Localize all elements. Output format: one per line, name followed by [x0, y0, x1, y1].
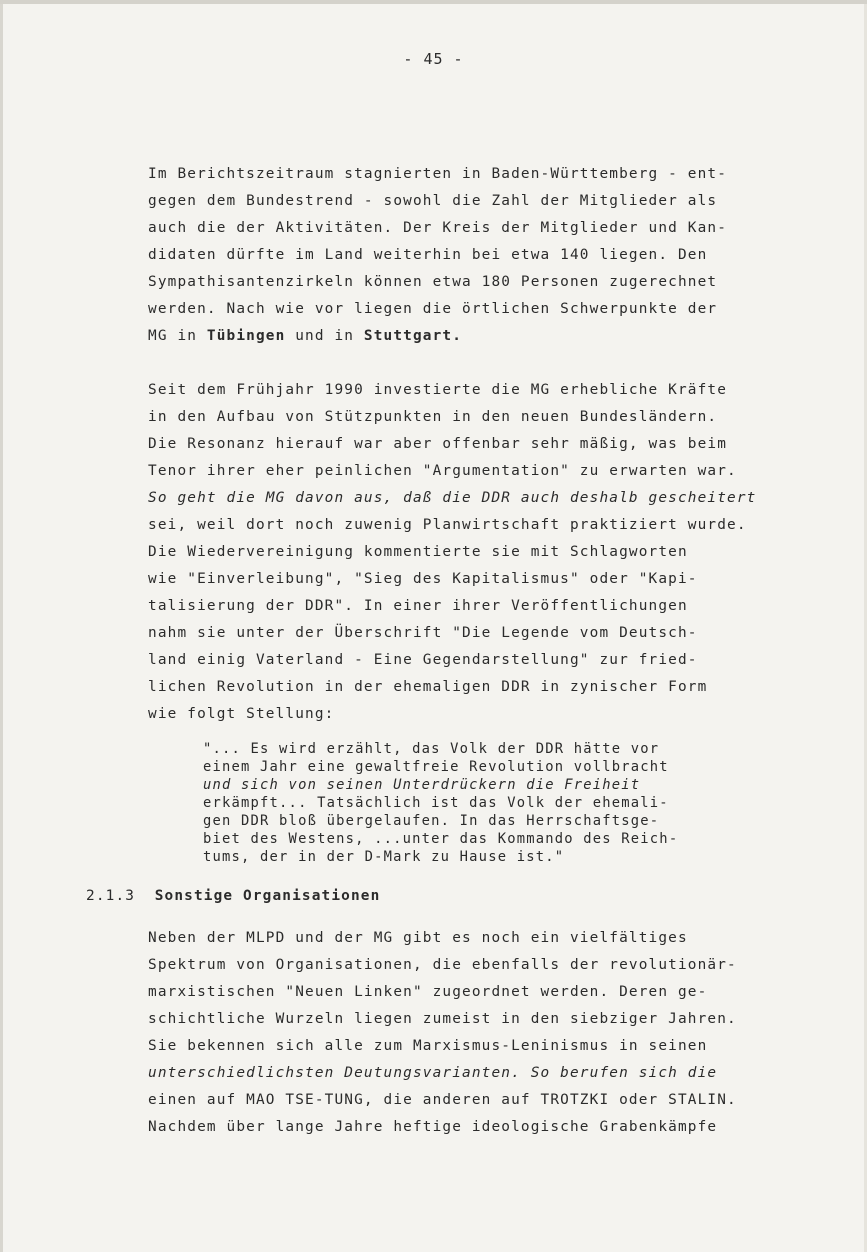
city-stuttgart: Stuttgart.	[363, 328, 463, 344]
text-line: nahm sie unter der Überschrift "Die Legende vom Deutsch-	[148, 625, 698, 641]
page-number: - 45 -	[403, 50, 464, 68]
text-line: auch die der Aktivitäten. Der Kreis der Mitglieder und Kan-	[148, 220, 728, 236]
city-tuebingen: Tübingen	[206, 328, 286, 344]
text-line: einen auf MAO TSE-TUNG, die anderen auf TROTZKI oder STALIN.	[148, 1092, 737, 1108]
quote-line: tums, der in der D-Mark zu Hause ist."	[203, 849, 565, 865]
text-line: So geht die MG davon aus, daß die DDR auch deshalb gescheitert	[148, 490, 757, 506]
block-quote	[203, 740, 763, 866]
text-line: Im Berichtszeitraum stagnierten in Baden-Württemberg - ent-	[148, 166, 728, 182]
section-title: Sonstige Organisationen	[154, 888, 381, 904]
section-heading	[86, 888, 380, 904]
text-line: Spektrum von Organisationen, die ebenfalls der revolutionär-	[148, 957, 737, 973]
text-line: schichtliche Wurzeln liegen zumeist in den siebziger Jahren.	[148, 1011, 737, 1027]
paragraph-other-organisations	[148, 925, 808, 1141]
text-line: Sie bekennen sich alle zum Marxismus-Leninismus in seinen	[148, 1038, 708, 1054]
text-line: gegen dem Bundestrend - sowohl die Zahl der Mitglieder als	[148, 193, 718, 209]
text-line: talisierung der DDR". In einer ihrer Veröffentlichungen	[148, 598, 688, 614]
text-line: lichen Revolution in der ehemaligen DDR in zynischer Form	[148, 679, 708, 695]
paragraph-expansion	[148, 377, 808, 728]
text-line: Tenor ihrer eher peinlichen "Argumentation" zu erwarten war.	[148, 463, 737, 479]
text-fragment: und in	[285, 328, 364, 344]
text-line	[148, 323, 808, 350]
text-line: land einig Vaterland - Eine Gegendarstellung" zur fried-	[148, 652, 698, 668]
quote-line: gen DDR bloß übergelaufen. In das Herrschaftsge-	[203, 813, 660, 829]
text-line: Sympathisantenzirkeln können etwa 180 Personen zugerechnet	[148, 274, 718, 290]
text-line: Nachdem über lange Jahre heftige ideologische Grabenkämpfe	[148, 1119, 718, 1135]
text-line: sei, weil dort noch zuwenig Planwirtschaft praktiziert wurde.	[148, 517, 747, 533]
text-line: wie folgt Stellung:	[148, 706, 335, 722]
text-line: unterschiedlichsten Deutungsvarianten. So berufen sich die	[148, 1065, 718, 1081]
text-line: marxistischen "Neuen Linken" zugeordnet werden. Deren ge-	[148, 984, 708, 1000]
quote-line: einem Jahr eine gewaltfreie Revolution vollbracht	[203, 759, 669, 775]
text-line: werden. Nach wie vor liegen die örtlichen Schwerpunkte der	[148, 301, 718, 317]
quote-line: und sich von seinen Unterdrückern die Freiheit	[203, 777, 641, 793]
text-line: didaten dürfte im Land weiterhin bei etwa 140 liegen. Den	[148, 247, 708, 263]
quote-line: erkämpft... Tatsächlich ist das Volk der ehemali-	[203, 795, 669, 811]
text-line: Die Wiedervereinigung kommentierte sie mit Schlagworten	[148, 544, 688, 560]
text-line: Die Resonanz hierauf war aber offenbar sehr mäßig, was beim	[148, 436, 728, 452]
section-number: 2.1.3	[86, 888, 136, 904]
text-line: wie "Einverleibung", "Sieg des Kapitalismus" oder "Kapi-	[148, 571, 698, 587]
text-line: Neben der MLPD und der MG gibt es noch ein vielfältiges	[148, 930, 688, 946]
text-line: Seit dem Frühjahr 1990 investierte die MG erhebliche Kräfte	[148, 382, 728, 398]
text-fragment: MG in	[148, 328, 207, 344]
paragraph-membership	[148, 161, 808, 350]
quote-line: "... Es wird erzählt, das Volk der DDR hätte vor	[203, 741, 660, 757]
text-line: in den Aufbau von Stützpunkten in den neuen Bundesländern.	[148, 409, 718, 425]
quote-line: biet des Westens, ...unter das Kommando des Reich-	[203, 831, 679, 847]
